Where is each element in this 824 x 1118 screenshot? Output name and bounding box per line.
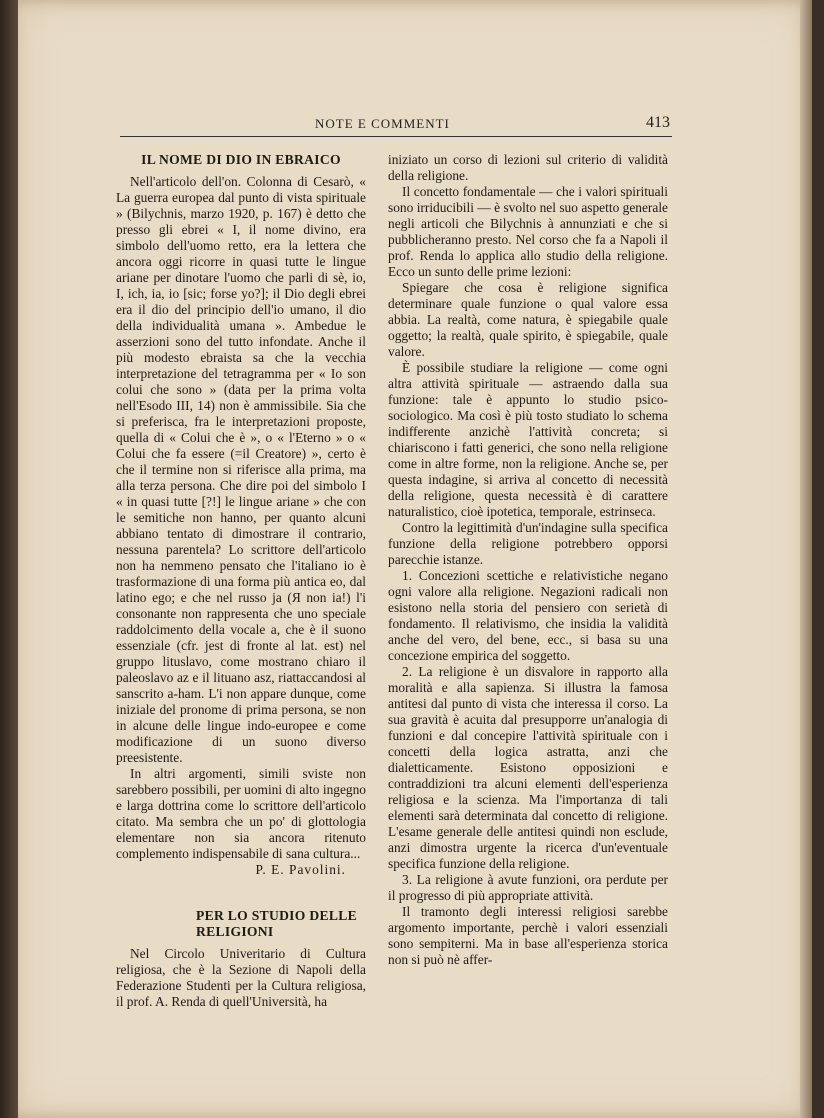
running-title: NOTE E COMMENTI xyxy=(315,116,450,131)
article-paragraph: Il tramonto degli interessi religiosi sarebbe argomento importante, perchè i valori essenziali sono sempiterni. Ma in base all'esperienza storica non si può nè affer- xyxy=(388,904,668,967)
header-rule xyxy=(120,136,672,137)
article-paragraph: In altri argomenti, simili sviste non sarebbero possibili, per uomini di alto ingegno e larga dottrina come lo scrittore dell'articolo citato. Ma sembra che un po' di glottologia elementare non sia ancora ritenuto complemento indispensabile di sana cultura... xyxy=(116,766,366,861)
left-column xyxy=(116,152,366,1010)
article-paragraph: Il concetto fondamentale — che i valori spirituali sono irriducibili — è svolto nel suo aspetto generale negli articoli che Bilychnis à annunziati e che si pubblicheranno presto. Nel corso che fa a Napoli il prof. Renda lo applica allo studio della religione. Ecco un sunto delle prime lezioni: xyxy=(388,184,668,279)
article-paragraph: Spiegare che cosa è religione significa determinare quale funzione o qual valore essa abbia. La realtà, come natura, è spiegabile quale oggetto; la realtà, quale spirito, è spiegabile, quale valore. xyxy=(388,280,668,359)
article-paragraph: 2. La religione è un disvalore in rapporto alla moralità e alla sapienza. Si illustra la famosa antitesi dal punto di vista che interessa il corso. La sua gravità è acuita dal presupporre un'analogia di funzioni e dal concepire l'attività spirituale con i concetti della logica astratta, anzi che dialetticamente. Esistono opposizioni e contraddizioni tra alcuni elementi dell'esperienza religiosa e la scienza. Ma l'importanza di tali elementi sarà determinata dal concetto di religione. L'esame generale delle antitesi quindi non esclude, anzi dimostra urgente la ricerca d'un'eventuale specifica funzione della religione. xyxy=(388,664,668,871)
article-title: PER LO STUDIO DELLE RELIGIONI xyxy=(196,908,357,939)
article-paragraph: Nel Circolo Univeritario di Cultura religiosa, che è la Sezione di Napoli della Federazione Studenti per la Cultura religiosa, il prof. A. Renda di quell'Università, ha xyxy=(116,946,366,1009)
author-signature: P. E. Pavolini. xyxy=(255,862,346,877)
right-column xyxy=(388,152,668,968)
article-title: IL NOME DI DIO IN EBRAICO xyxy=(141,152,341,167)
page-number: 413 xyxy=(646,114,670,131)
article-paragraph: È possibile studiare la religione — come ogni altra attività spirituale — astraendo dalla sua funzione: tale è appunto lo studio psico-sociologico. Ma così è più tosto studiato lo schema indifferente anzichè l'attività concreta; si chiariscono i fatti generici, che sono nella religione come in altre forme, non la religione. Anche se, per questa indagine, si arriva al concetto di necessità della religione, questa necessità è di carattere naturalistico, cioè ipotetica, temporale, estrinseca. xyxy=(388,360,668,519)
page-edge-right xyxy=(800,0,812,1118)
article-paragraph: Contro la legittimità d'un'indagine sulla specifica funzione della religione potrebbero opporsi parecchie istanze. xyxy=(388,520,668,567)
article-paragraph: Nell'articolo dell'on. Colonna di Cesarò, « La guerra europea dal punto di vista spirituale » (Bilychnis, marzo 1920, p. 167) è detto che presso gli ebrei « I, il nome divino, era simbolo dell'uomo retto, era la lettera che ancora oggi ricorre in quasi tutte le lingue ariane per dinotare l'uomo che parli di sè, io, I, ich, ia, io [sic; forse yo?]; il Dio degli ebrei era il dio del principio dell'io umano, il dio della individualità umana ». Ambedue le asserzioni sono del tutto infondate. Anche il più modesto ebraista sa che la vecchia interpretazione del tetragramma per « Io son colui che sono » (data per la prima volta nell'Esodo III, 14) non è ammissibile. Sia che si preferisca, fra le interpretazioni proposte, quella di « Colui che è », o « l'Eterno » o « Colui che fa essere (=il Creatore) », certo è che il termine non si riferisce alla prima, ma alla terza persona. Che dire poi del simbolo I « in quasi tutte [?!] le lingue ariane » che con le semitiche non hanno, per quanto alcuni abbiano tentato di dimostrare il contrario, nessuna parentela? Lo scrittore dell'articolo non ha nemmeno pensato che l'italiano io è trasformazione di una forma più antica eo, dal latino ego; e che nel russo ja (Я non ia!) l'i consonante non rappresenta che uno speciale raddolcimento della vocale a, che è il suono essenziale (cfr. jest di fronte al lat. est) nel gruppo lituslavo, come mostrano chiaro il paleoslavo az e il lituano asz, riattaccandosi al sanscrito a-ham. L'i non appare dunque, come iniziale del pronome di prima persona, se non in alcune delle lingue indo-europee e come modificazione di un suono diverso preesistente. xyxy=(116,174,366,765)
page-edge-left xyxy=(0,0,18,1118)
article-paragraph: 1. Concezioni scettiche e relativistiche negano ogni valore alla religione. Negazioni radicali non esistono nella storia del pensiero con serietà di fondamento. Il relativismo, che insidia la validità anche del vero, del bene, ecc., si basa su una concezione empirica del soggetto. xyxy=(388,568,668,663)
article-paragraph: iniziato un corso di lezioni sul criterio di validità della religione. xyxy=(388,152,668,183)
article-paragraph: 3. La religione à avute funzioni, ora perdute per il progresso di più appropriate attività. xyxy=(388,872,668,903)
